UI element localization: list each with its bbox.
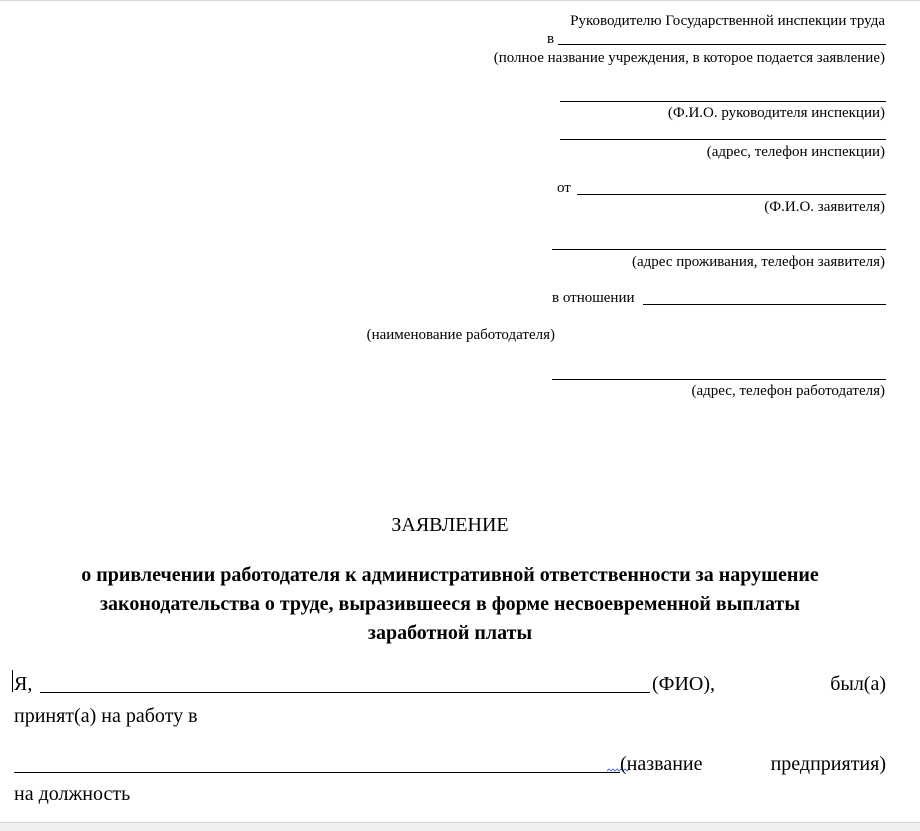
employer-address-hint: (адрес, телефон работодателя) [691,383,885,399]
applicant-fio-field-line[interactable] [40,692,650,693]
employer-address-field-line[interactable] [552,379,886,380]
document-title: ЗАЯВЛЕНИЕ [391,514,509,536]
in-prefix: в [547,31,555,47]
body-company-label-a: (название [620,753,703,775]
applicant-address-hint: (адрес проживания, телефон заявителя) [632,254,885,270]
body-fio-label: (ФИО), [652,673,716,695]
body-company-label-b: предприятия) [770,753,886,775]
addressee-line: Руководителю Государственной инспекции труда [570,13,885,29]
inspection-address-hint: (адрес, телефон инспекции) [706,144,885,160]
subtitle-line-2: законодательства о труде, выразившееся в форме несвоевременной выплаты [100,593,800,615]
head-name-field-line[interactable] [560,101,886,102]
body-line4: на должность [14,783,131,805]
employer-field-line[interactable] [643,304,886,305]
text-cursor-icon [12,670,13,692]
institution-hint: (полное название учреждения, в которое подается заявление) [493,50,885,66]
applicant-name-field-line[interactable] [577,194,886,195]
regarding-prefix: в отношении [552,290,635,306]
company-name-field-line[interactable] [14,772,620,773]
institution-field-line[interactable] [558,44,886,45]
head-name-hint: (Ф.И.О. руководителя инспекции) [667,105,885,121]
body-line2: принят(а) на работу в [14,705,198,727]
subtitle-line-1: о привлечении работодателя к административной ответственности за нарушение [81,564,819,586]
applicant-address-field-line[interactable] [552,249,886,250]
inspection-address-field-line[interactable] [560,139,886,140]
applicant-name-hint: (Ф.И.О. заявителя) [764,199,885,215]
body-line1-start: Я, [14,673,33,695]
body-line1-end: был(а) [830,673,886,695]
employer-name-hint: (наименование работодателя) [366,327,555,343]
from-prefix: от [557,180,571,196]
document-subtitle [10,561,890,648]
subtitle-line-3: заработной платы [367,622,533,644]
